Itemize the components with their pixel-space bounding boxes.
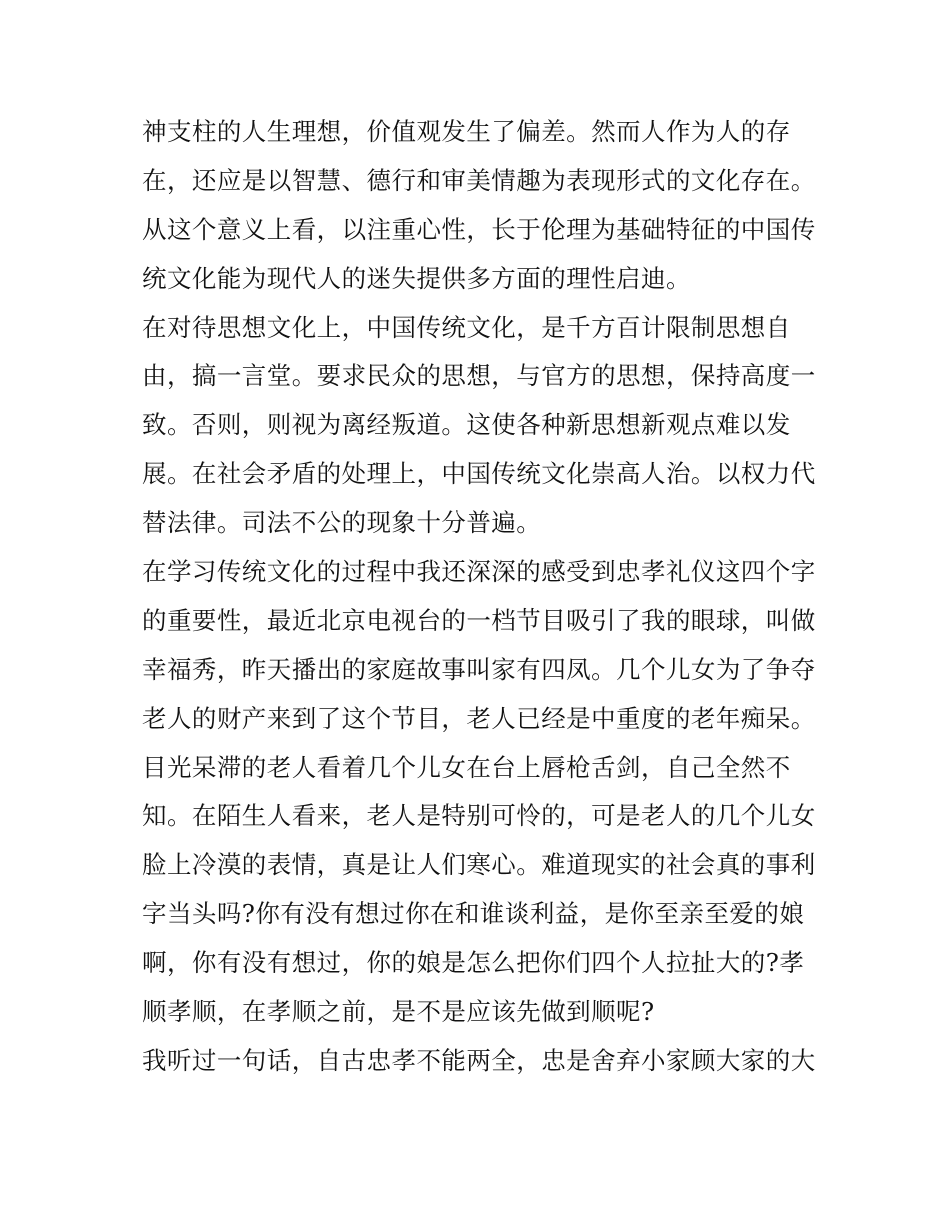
text-line: 替法律。司法不公的现象十分普遍。: [142, 508, 542, 538]
text-line: 目光呆滞的老人看着几个儿女在台上唇枪舌剑，自己全然不: [142, 752, 791, 782]
text-line: 在对待思想文化上，中国传统文化，是千方百计限制思想自: [142, 312, 791, 342]
text-line: 展。在社会矛盾的处理上，中国传统文化崇高人治。以权力代: [142, 459, 816, 489]
text-line: 顺孝顺，在孝顺之前，是不是应该先做到顺呢?: [142, 997, 655, 1027]
text-line: 从这个意义上看，以注重心性，长于伦理为基础特征的中国传: [142, 214, 816, 244]
text-line: 幸福秀，昨天播出的家庭故事叫家有四凤。几个儿女为了争夺: [142, 654, 816, 684]
text-line: 统文化能为现代人的迷失提供多方面的理性启迪。: [142, 263, 691, 293]
text-line: 由，搞一言堂。要求民众的思想，与官方的思想，保持高度一: [142, 361, 816, 391]
body-text: [142, 108, 822, 1086]
text-line: 致。否则，则视为离经叛道。这使各种新思想新观点难以发: [142, 410, 791, 440]
text-line: 脸上冷漠的表情，真是让人们寒心。难道现实的社会真的事利: [142, 850, 816, 880]
text-line: 字当头吗?你有没有想过你在和谁谈利益，是你至亲至爱的娘: [142, 899, 805, 929]
text-line: 在，还应是以智慧、德行和审美情趣为表现形式的文化存在。: [142, 165, 816, 195]
text-line: 知。在陌生人看来，老人是特别可怜的，可是老人的几个儿女: [142, 801, 816, 831]
text-line: 我听过一句话，自古忠孝不能两全，忠是舍弃小家顾大家的大: [142, 1045, 816, 1075]
text-line: 老人的财产来到了这个节目，老人已经是中重度的老年痴呆。: [142, 703, 816, 733]
text-line: 神支柱的人生理想，价值观发生了偏差。然而人作为人的存: [142, 117, 791, 146]
text-line: 啊，你有没有想过，你的娘是怎么把你们四个人拉扯大的?孝: [142, 948, 805, 978]
text-line: 的重要性，最近北京电视台的一档节目吸引了我的眼球，叫做: [142, 605, 816, 635]
text-line: 在学习传统文化的过程中我还深深的感受到忠孝礼仪这四个字: [142, 557, 816, 587]
